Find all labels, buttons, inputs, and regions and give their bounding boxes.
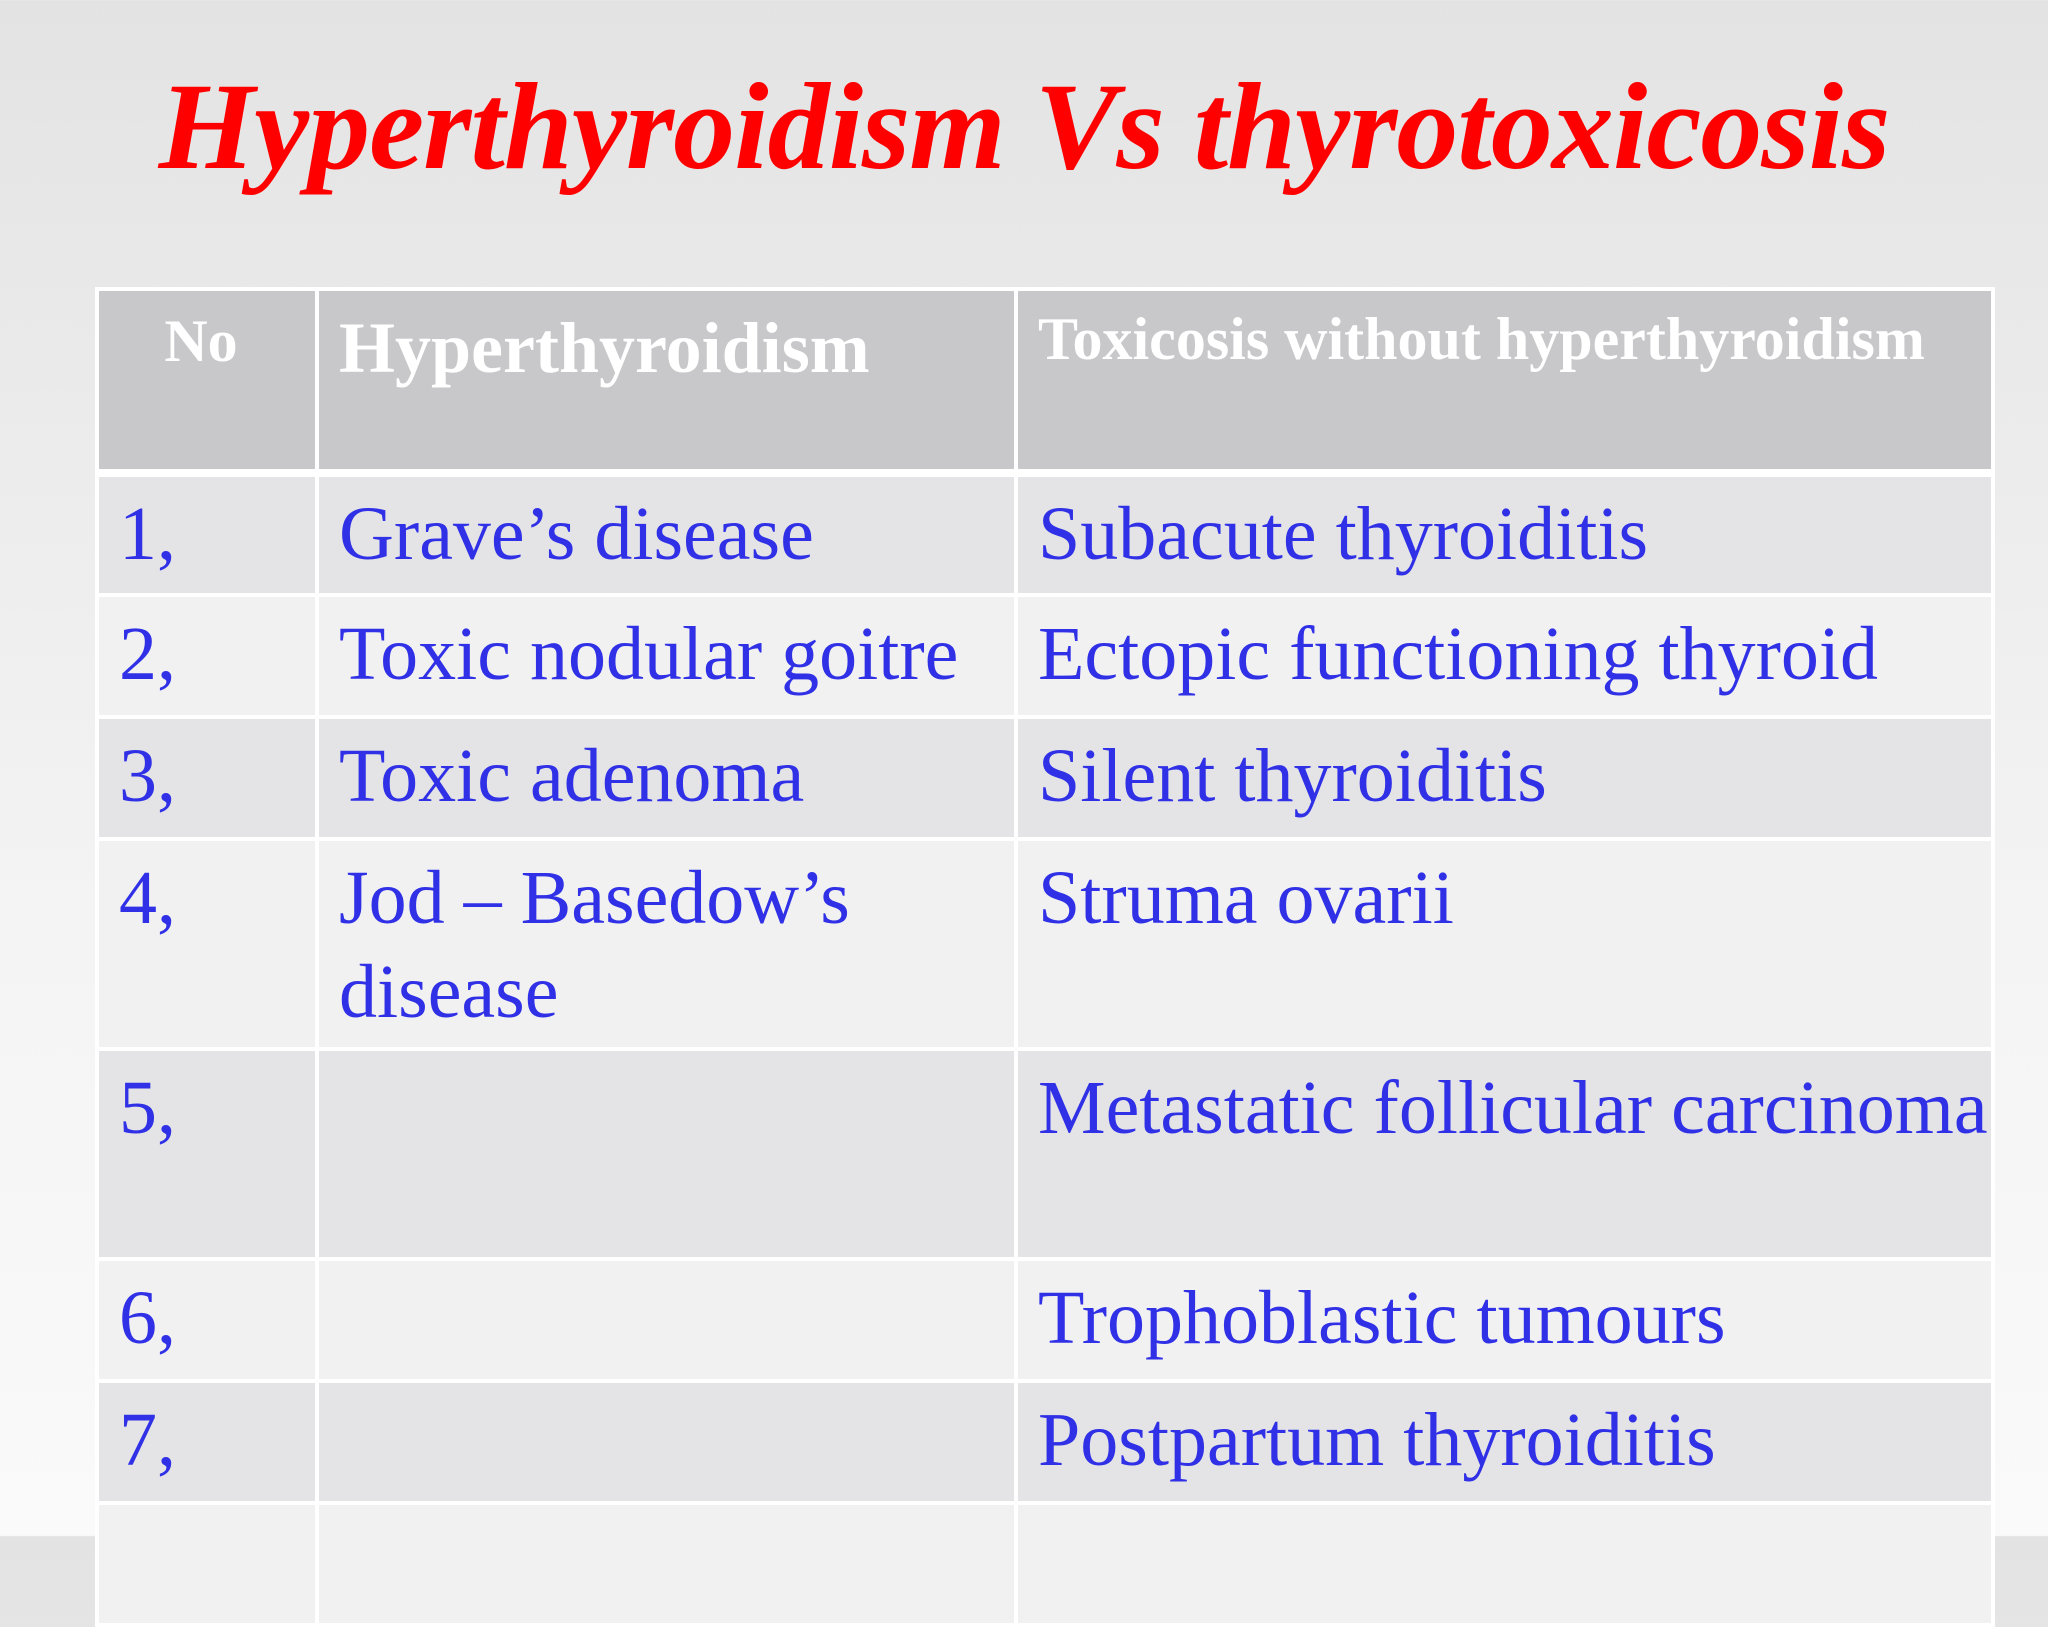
hyperthyroidism-cause — [317, 1049, 1016, 1259]
slide-title: Hyperthyroidism Vs thyrotoxicosis — [158, 58, 1890, 195]
table-row — [97, 839, 1993, 1049]
row-number: 2, — [97, 595, 317, 717]
hyperthyroidism-cause: Jod – Basedow’s disease — [317, 839, 1016, 1049]
hyperthyroidism-cause: Toxic nodular goitre — [317, 595, 1016, 717]
hyperthyroidism-cause — [317, 1259, 1016, 1381]
row-number: 3, — [97, 717, 317, 839]
row-number: 4, — [97, 839, 317, 1049]
row-number — [97, 1503, 317, 1625]
table-row — [97, 473, 1993, 595]
toxicosis-cause: Metastatic follicular carcinoma — [1016, 1049, 1993, 1259]
table-row — [97, 1503, 1993, 1625]
header-no: No — [97, 289, 317, 473]
toxicosis-cause: Trophoblastic tumours — [1016, 1259, 1993, 1381]
table-row — [97, 1381, 1993, 1503]
toxicosis-cause: Subacute thyroiditis — [1016, 473, 1993, 595]
table-row — [97, 717, 1993, 839]
table-header-row — [97, 289, 1993, 473]
toxicosis-cause: Ectopic functioning thyroid — [1016, 595, 1993, 717]
table-row — [97, 1049, 1993, 1259]
table-row — [97, 1259, 1993, 1381]
toxicosis-cause: Silent thyroiditis — [1016, 717, 1993, 839]
row-number: 1, — [97, 473, 317, 595]
toxicosis-cause: Postpartum thyroiditis — [1016, 1381, 1993, 1503]
hyperthyroidism-cause — [317, 1503, 1016, 1625]
hyperthyroidism-cause — [317, 1381, 1016, 1503]
header-hyperthyroidism: Hyperthyroidism — [317, 289, 1016, 473]
toxicosis-cause — [1016, 1503, 1993, 1625]
row-number: 7, — [97, 1381, 317, 1503]
comparison-table — [95, 287, 1995, 1627]
hyperthyroidism-cause: Toxic adenoma — [317, 717, 1016, 839]
table-row — [97, 595, 1993, 717]
header-toxicosis: Toxicosis without hyperthyroidism — [1016, 289, 1993, 473]
row-number: 6, — [97, 1259, 317, 1381]
toxicosis-cause: Struma ovarii — [1016, 839, 1993, 1049]
row-number: 5, — [97, 1049, 317, 1259]
hyperthyroidism-cause: Grave’s disease — [317, 473, 1016, 595]
